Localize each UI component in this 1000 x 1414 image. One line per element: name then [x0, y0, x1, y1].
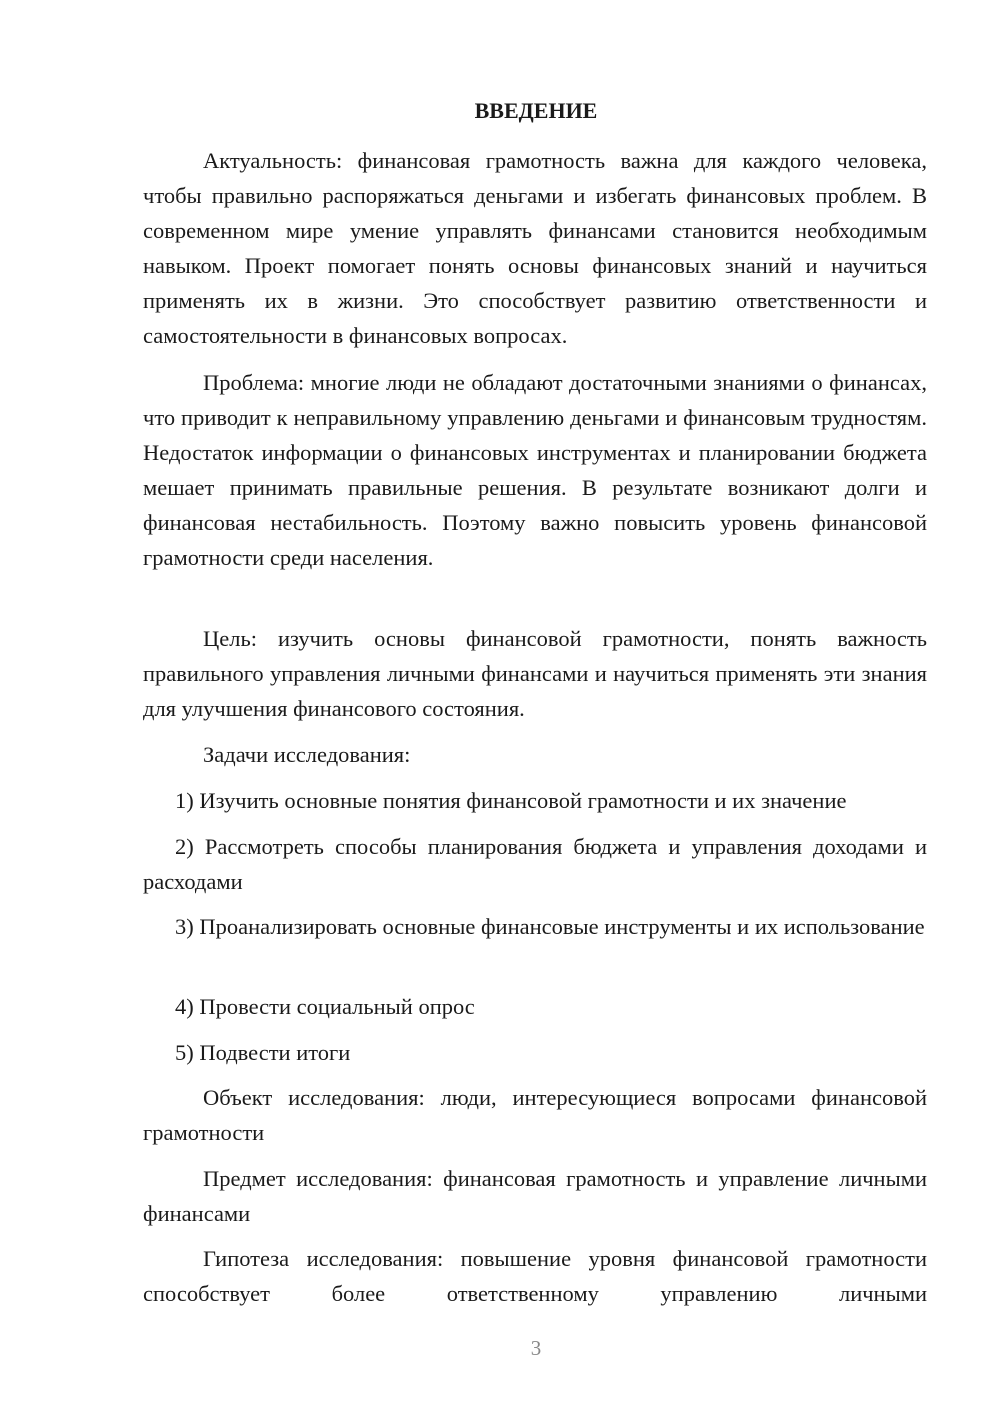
object-paragraph: Объект исследования: люди, интересующиеся вопросами финансовой грамотности	[143, 1085, 927, 1145]
page-number: 3	[530, 1336, 542, 1360]
task-item-5: 5) Подвести итоги	[175, 1040, 351, 1065]
problem-paragraph: Проблема: многие люди не обладают достаточными знаниями о финансах, что приводит к неправильному управлению деньгами и финансовым трудностям. Недостаток информации о финансовых инструментах и планировании бюджета мешает принимать правильные решения. В результате возникают долги и финансовая нестабильность. Поэтому важно повысить уровень финансовой грамотности среди населения.	[143, 370, 927, 570]
relevance-paragraph: Актуальность: финансовая грамотность важна для каждого человека, чтобы правильно распоряжаться деньгами и избегать финансовых проблем. В современном мире умение управлять финансами становится необходимым навыком. Проект помогает понять основы финансовых знаний и научиться применять их в жизни. Это способствует развитию ответственности и самостоятельности в финансовых вопросах.	[143, 148, 927, 348]
goal-paragraph: Цель: изучить основы финансовой грамотности, понять важность правильного управления личными финансами и научиться применять эти знания для улучшения финансового состояния.	[143, 626, 927, 721]
task-item-2: 2) Рассмотреть способы планирования бюджета и управления доходами и расходами	[143, 834, 927, 894]
section-heading: ВВЕДЕНИЕ	[474, 98, 598, 123]
task-item-4: 4) Провести социальный опрос	[175, 994, 475, 1019]
task-item-1: 1) Изучить основные понятия финансовой грамотности и их значение	[175, 788, 847, 813]
tasks-heading: Задачи исследования:	[203, 742, 411, 767]
subject-paragraph: Предмет исследования: финансовая грамотность и управление личными финансами	[143, 1166, 927, 1226]
hypothesis-paragraph: Гипотеза исследования: повышение уровня финансовой грамотности способствует более ответственному управлению личными	[143, 1246, 927, 1306]
task-item-3: 3) Проанализировать основные финансовые инструменты и их использование	[175, 914, 925, 939]
